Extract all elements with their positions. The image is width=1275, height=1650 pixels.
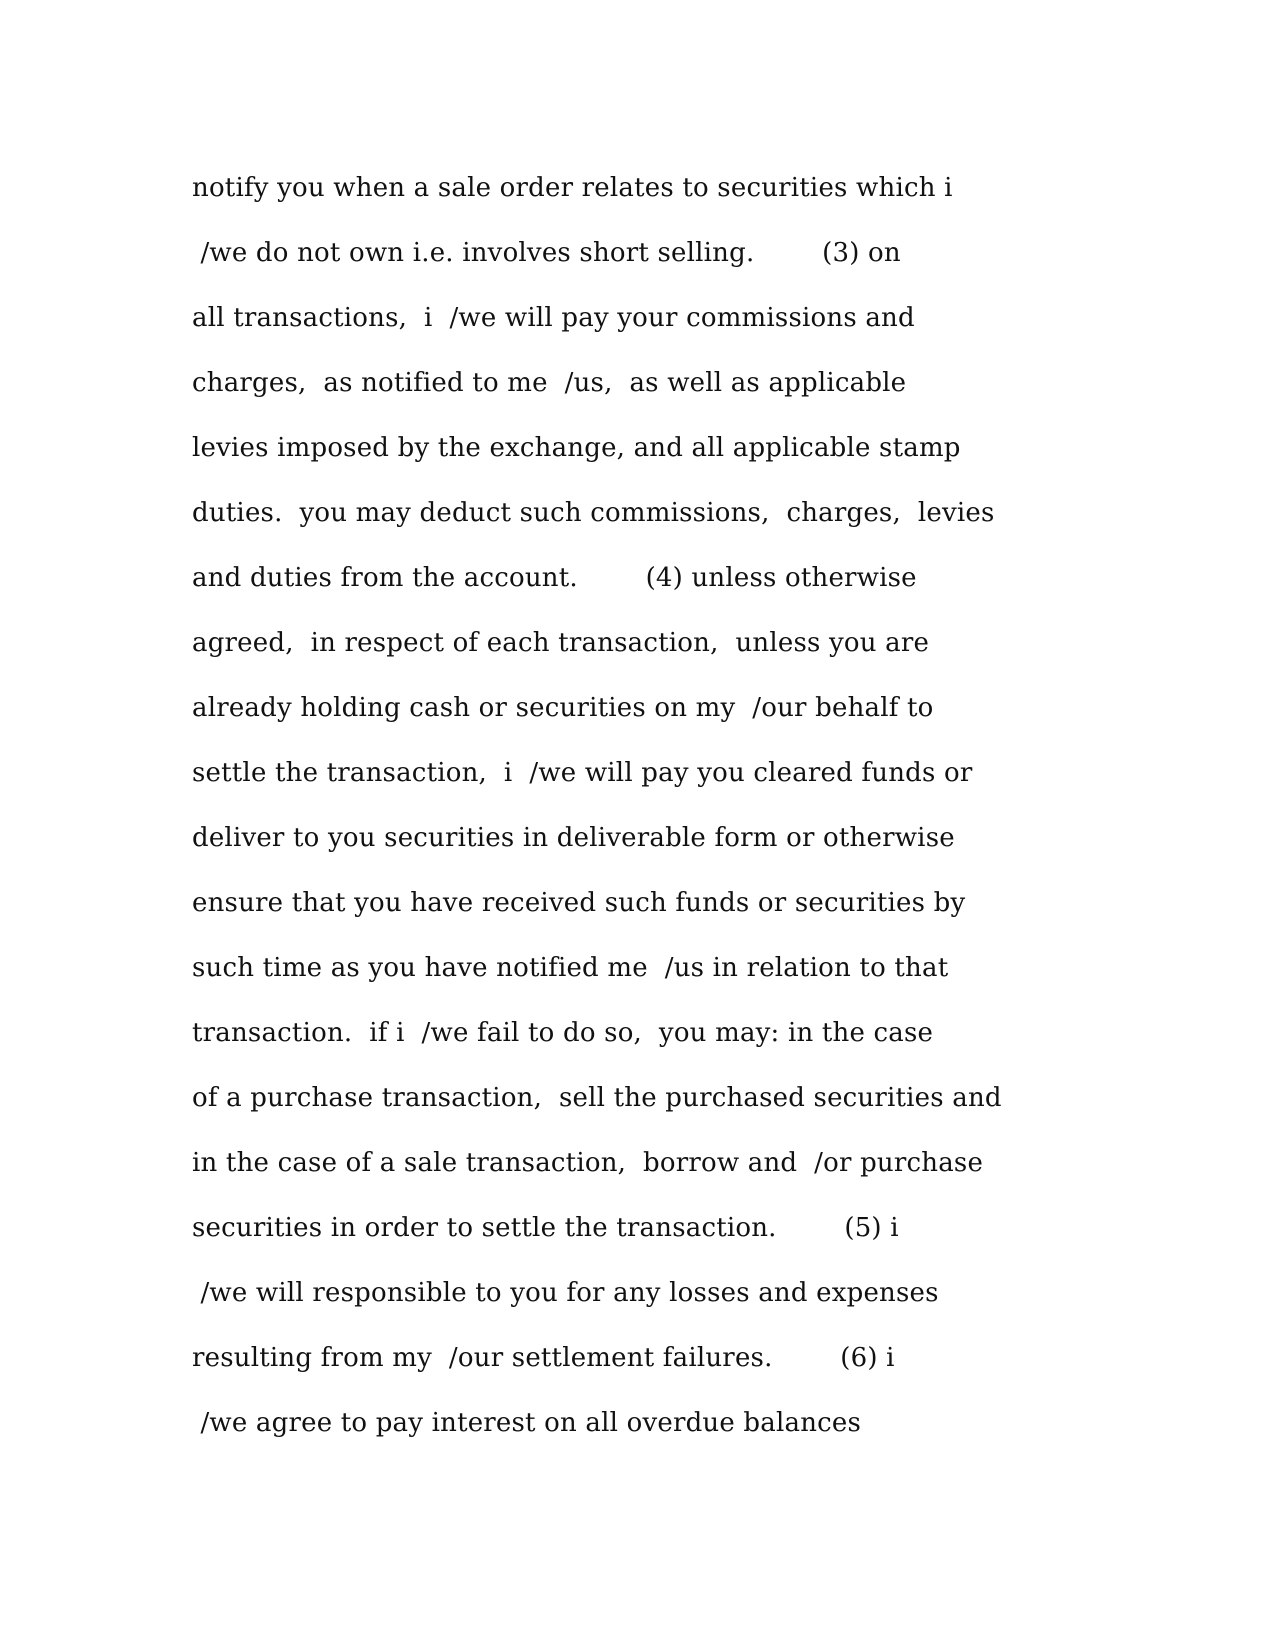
body-text xyxy=(192,160,1092,1460)
text-line: /we will responsible to you for any losses and expenses xyxy=(192,1278,939,1308)
text-line: in the case of a sale transaction, borrow and /or purchase xyxy=(192,1148,984,1178)
text-line: of a purchase transaction, sell the purchased securities and xyxy=(192,1083,1002,1113)
text-line: /we agree to pay interest on all overdue balances xyxy=(192,1408,862,1438)
text-line: resulting from my /our settlement failures. (6) i xyxy=(192,1343,895,1373)
text-line: and duties from the account. (4) unless otherwise xyxy=(192,563,917,593)
text-line: charges, as notified to me /us, as well as applicable xyxy=(192,368,907,398)
text-line: ensure that you have received such funds or securities by xyxy=(192,888,966,918)
text-line: notify you when a sale order relates to securities which i xyxy=(192,173,953,203)
text-line: duties. you may deduct such commissions, charges, levies xyxy=(192,498,995,528)
text-line: such time as you have notified me /us in relation to that xyxy=(192,953,949,983)
text-line: agreed, in respect of each transaction, unless you are xyxy=(192,628,930,658)
text-line: /we do not own i.e. involves short selling. (3) on xyxy=(192,238,901,268)
text-line: securities in order to settle the transaction. (5) i xyxy=(192,1213,899,1243)
text-line: deliver to you securities in deliverable form or otherwise xyxy=(192,823,955,853)
text-line: all transactions, i /we will pay your commissions and xyxy=(192,303,915,333)
text-line: transaction. if i /we fail to do so, you may: in the case xyxy=(192,1018,934,1048)
text-line: already holding cash or securities on my /our behalf to xyxy=(192,693,934,723)
text-line: levies imposed by the exchange, and all applicable stamp xyxy=(192,433,961,463)
text-line: settle the transaction, i /we will pay you cleared funds or xyxy=(192,758,973,788)
